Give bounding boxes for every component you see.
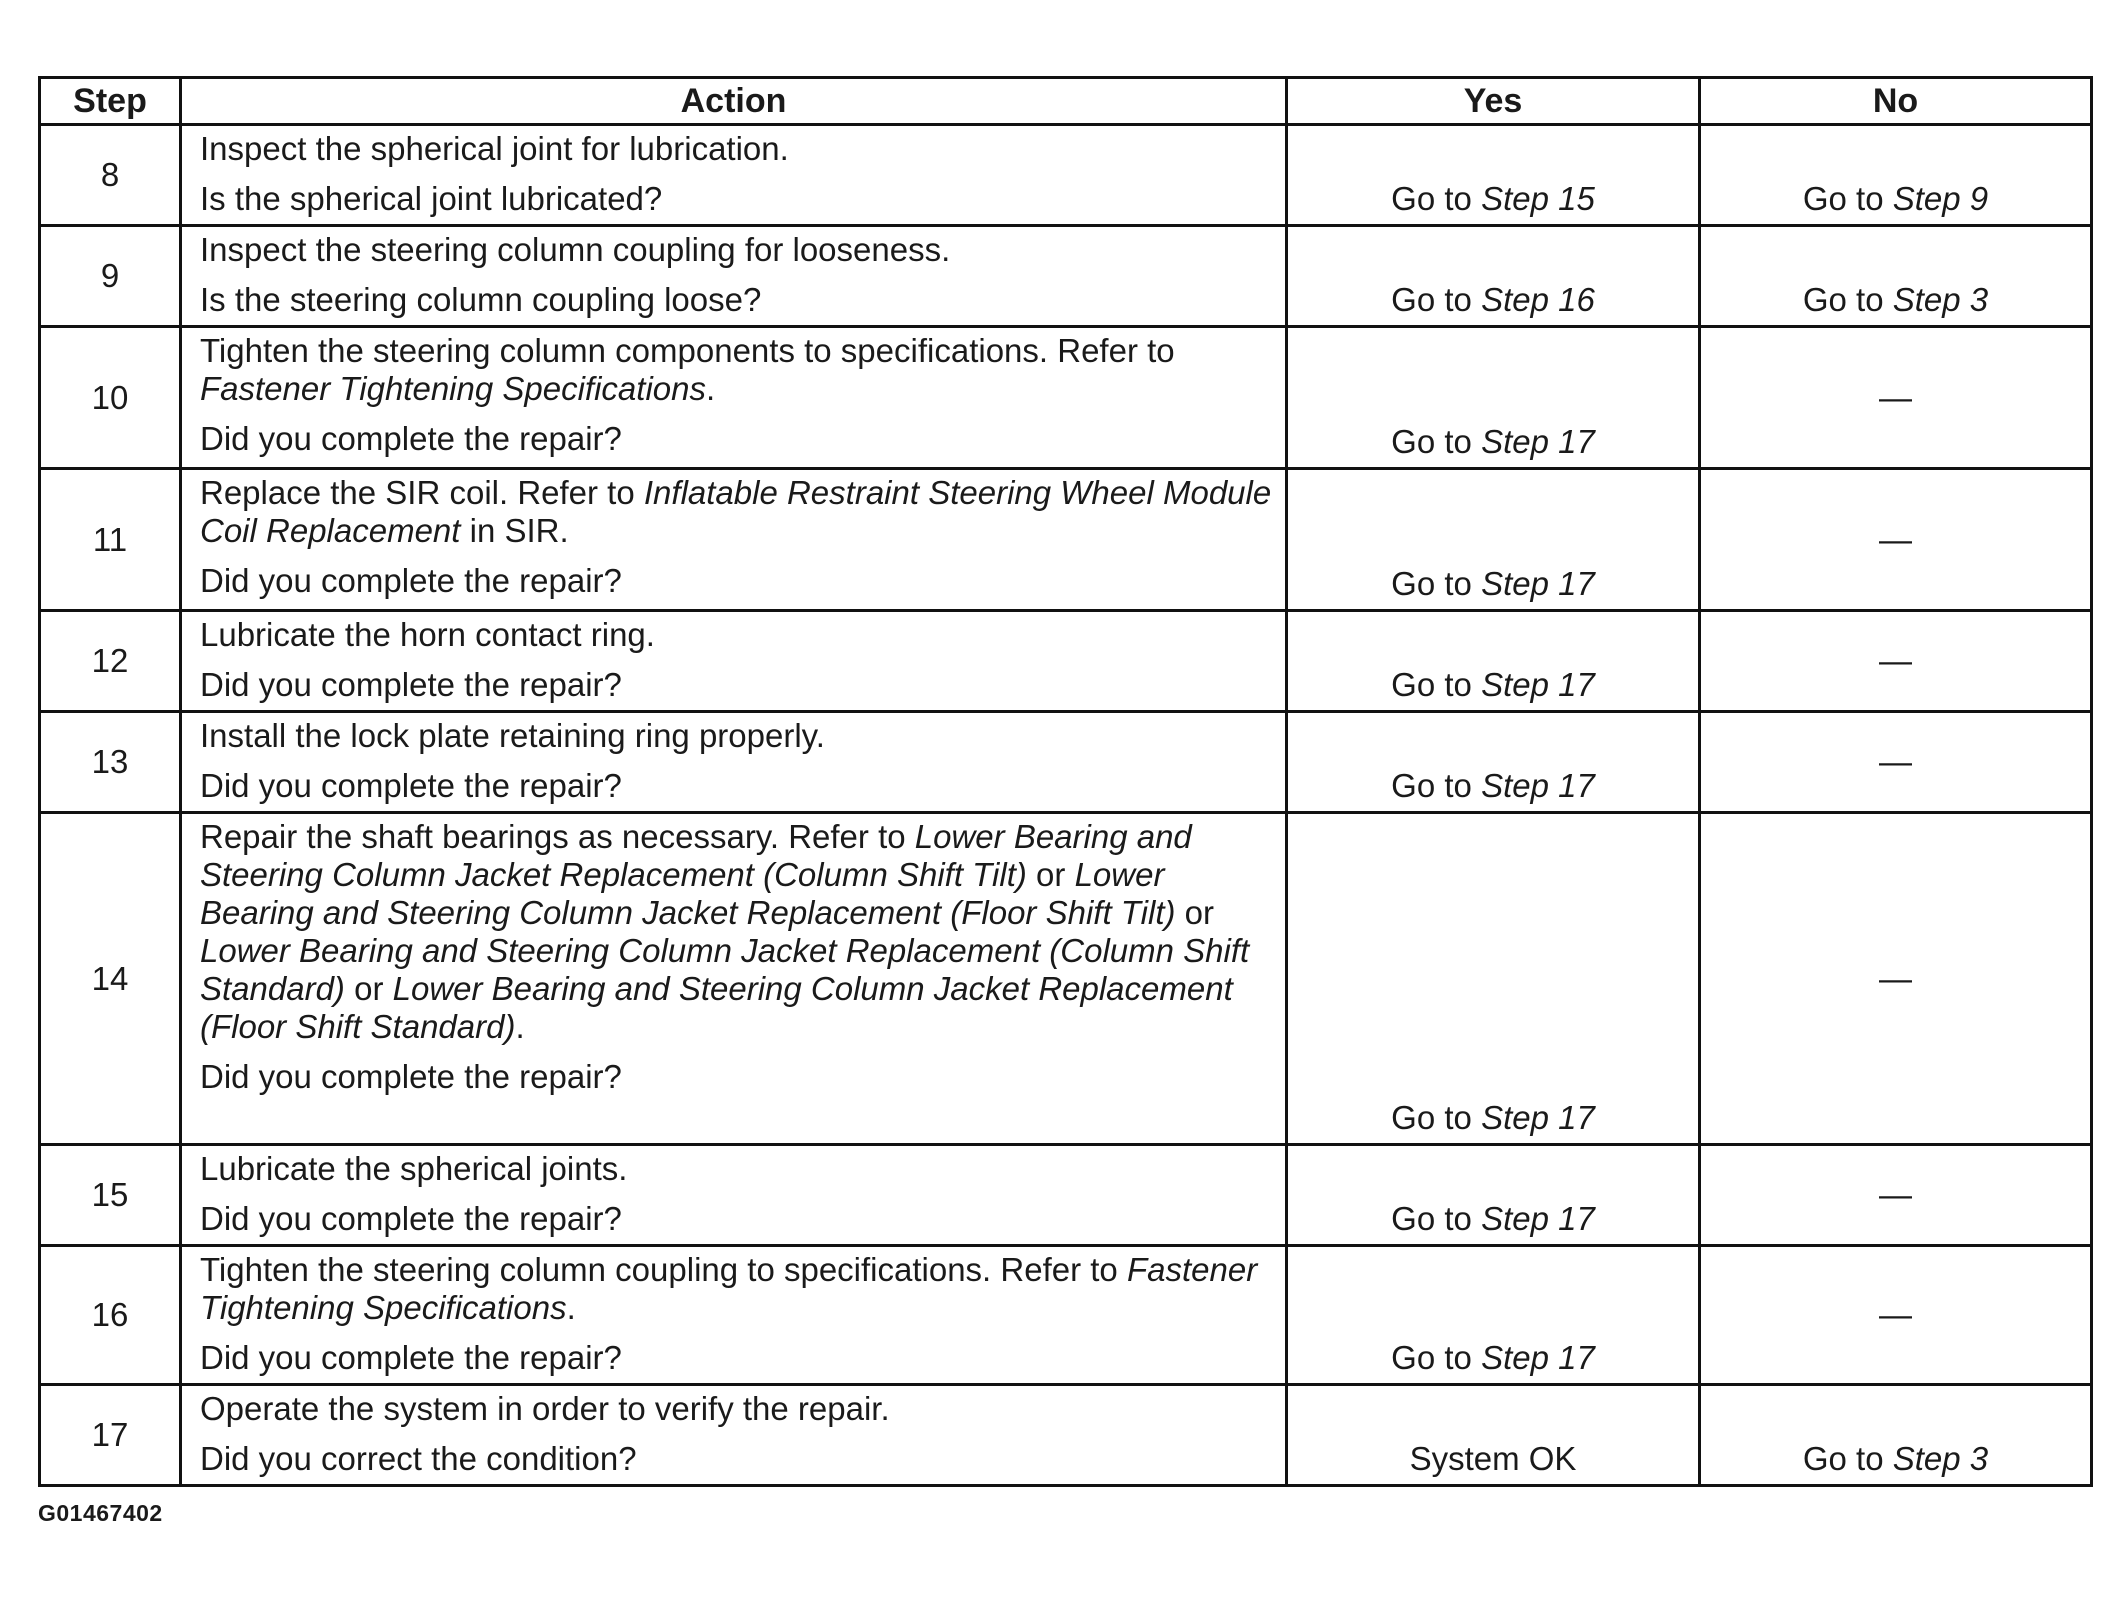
yes-result <box>1287 125 1700 226</box>
goto-prefix: Go to <box>1802 1440 1893 1477</box>
action-segment: Lubricate the spherical joints. <box>200 1150 628 1187</box>
yes-result <box>1287 611 1700 712</box>
question-text: Did you complete the repair? <box>200 562 622 599</box>
action-segment: Install the lock plate retaining ring properly. <box>200 717 825 754</box>
step-number: 14 <box>40 813 181 1145</box>
not-applicable-dash: — <box>1879 1176 1912 1213</box>
yes-result <box>1287 1246 1700 1385</box>
goto-step-link: Step 17 <box>1481 767 1595 804</box>
procedure-reference: Lower Bearing and Steering Column Jacket Replacement (Column Shift Tilt) <box>200 818 1192 893</box>
action-segment: Tighten the steering column coupling to specifications. Refer to <box>200 1251 1127 1288</box>
action-segment: in SIR. <box>460 512 569 549</box>
table-row <box>40 327 2092 469</box>
no-result <box>1700 611 2092 712</box>
goto-step-link: Step 3 <box>1892 281 1989 318</box>
table-row <box>40 1385 2092 1486</box>
no-result <box>1700 1145 2092 1246</box>
question-text: Is the spherical joint lubricated? <box>200 180 663 217</box>
action-text <box>200 332 1273 408</box>
table-row <box>40 712 2092 813</box>
question-text: Did you complete the repair? <box>200 420 622 457</box>
action-cell <box>181 469 1287 611</box>
step-number: 11 <box>40 469 181 611</box>
action-cell <box>181 712 1287 813</box>
no-result <box>1700 712 2092 813</box>
action-segment: Operate the system in order to verify the repair. <box>200 1390 890 1427</box>
action-text <box>200 231 1273 269</box>
action-text <box>200 474 1273 550</box>
table-row <box>40 813 2092 1145</box>
question-text: Did you complete the repair? <box>200 1058 622 1095</box>
action-cell <box>181 1246 1287 1385</box>
question-text: Did you complete the repair? <box>200 1200 622 1237</box>
table-row <box>40 469 2092 611</box>
goto-step-link: Step 3 <box>1892 1440 1989 1477</box>
not-applicable-dash: — <box>1879 642 1912 679</box>
action-segment: Tighten the steering column components to specifications. Refer to <box>200 332 1175 369</box>
action-text <box>200 1251 1273 1327</box>
yes-result <box>1287 327 1700 469</box>
goto-prefix: Go to <box>1391 281 1482 318</box>
action-text <box>200 1150 1273 1188</box>
no-result <box>1700 1385 2092 1486</box>
question-text: Did you complete the repair? <box>200 1339 622 1376</box>
not-applicable-dash: — <box>1879 378 1912 416</box>
goto-step-link: Step 17 <box>1481 1339 1595 1376</box>
table-body <box>40 125 2092 1486</box>
table-row <box>40 125 2092 226</box>
step-number: 12 <box>40 611 181 712</box>
question-text: Did you correct the condition? <box>200 1440 637 1477</box>
goto-prefix: Go to <box>1391 565 1482 602</box>
action-segment: . <box>706 370 716 407</box>
procedure-reference: Lower Bearing and Steering Column Jacket Replacement (Floor Shift Tilt) <box>200 856 1176 931</box>
no-result <box>1700 813 2092 1145</box>
action-segment: . <box>566 1289 576 1326</box>
action-segment: or <box>1026 856 1075 893</box>
action-segment: or <box>344 970 393 1007</box>
goto-prefix: Go to <box>1391 1339 1482 1376</box>
step-number: 9 <box>40 226 181 327</box>
yes-result <box>1287 813 1700 1145</box>
goto-step-link: Step 15 <box>1481 180 1595 217</box>
goto-prefix: Go to <box>1391 180 1482 217</box>
goto-prefix: Go to <box>1391 767 1482 804</box>
step-number: 17 <box>40 1385 181 1486</box>
table-row <box>40 611 2092 712</box>
goto-step-link: Step 9 <box>1892 180 1989 217</box>
not-applicable-dash: — <box>1879 520 1912 558</box>
action-cell <box>181 226 1287 327</box>
yes-result <box>1287 1385 1700 1486</box>
goto-step-link: Step 17 <box>1481 1099 1595 1136</box>
no-result <box>1700 226 2092 327</box>
action-segment: Inspect the steering column coupling for looseness. <box>200 231 951 268</box>
action-cell <box>181 813 1287 1145</box>
goto-step-link: Step 17 <box>1481 1200 1595 1237</box>
step-number: 16 <box>40 1246 181 1385</box>
procedure-reference: Lower Bearing and Steering Column Jacket Replacement (Floor Shift Standard) <box>200 970 1233 1045</box>
goto-prefix: Go to <box>1391 666 1482 703</box>
no-result <box>1700 125 2092 226</box>
procedure-reference: Lower Bearing and Steering Column Jacket Replacement (Column Shift Standard) <box>200 932 1250 1007</box>
diagnostic-table <box>38 76 2093 1487</box>
step-number: 8 <box>40 125 181 226</box>
action-cell <box>181 1145 1287 1246</box>
action-cell <box>181 327 1287 469</box>
header-action: Action <box>181 78 1287 125</box>
action-text <box>200 717 1273 755</box>
action-segment: . <box>515 1008 525 1045</box>
table-row <box>40 1145 2092 1246</box>
yes-result <box>1287 226 1700 327</box>
result-text: System OK <box>1409 1440 1577 1477</box>
question-text: Is the steering column coupling loose? <box>200 281 762 318</box>
step-number: 13 <box>40 712 181 813</box>
goto-prefix: Go to <box>1802 281 1893 318</box>
goto-prefix: Go to <box>1391 1099 1482 1136</box>
yes-result <box>1287 712 1700 813</box>
action-cell <box>181 611 1287 712</box>
action-segment: or <box>1175 894 1214 931</box>
header-row <box>40 78 2092 125</box>
header-yes: Yes <box>1287 78 1700 125</box>
action-segment: Repair the shaft bearings as necessary. Refer to <box>200 818 915 855</box>
step-number: 15 <box>40 1145 181 1246</box>
yes-result <box>1287 469 1700 611</box>
figure-id: G01467402 <box>38 1500 163 1526</box>
goto-step-link: Step 17 <box>1481 565 1595 602</box>
action-segment: Replace the SIR coil. Refer to <box>200 474 644 511</box>
step-number: 10 <box>40 327 181 469</box>
action-text <box>200 818 1273 1046</box>
action-cell <box>181 1385 1287 1486</box>
action-segment: Inspect the spherical joint for lubrication. <box>200 130 789 167</box>
not-applicable-dash: — <box>1879 959 1912 997</box>
yes-result <box>1287 1145 1700 1246</box>
goto-step-link: Step 17 <box>1481 423 1595 460</box>
goto-step-link: Step 17 <box>1481 666 1595 703</box>
goto-prefix: Go to <box>1391 1200 1482 1237</box>
no-result <box>1700 1246 2092 1385</box>
question-text: Did you complete the repair? <box>200 767 622 804</box>
table-row <box>40 226 2092 327</box>
no-result <box>1700 327 2092 469</box>
goto-prefix: Go to <box>1802 180 1893 217</box>
goto-prefix: Go to <box>1391 423 1482 460</box>
action-text <box>200 130 1273 168</box>
header-no: No <box>1700 78 2092 125</box>
no-result <box>1700 469 2092 611</box>
procedure-reference: Fastener Tightening Specifications <box>200 370 706 407</box>
procedure-reference: Inflatable Restraint Steering Wheel Module Coil Replacement <box>200 474 1272 549</box>
not-applicable-dash: — <box>1879 743 1912 780</box>
action-text <box>200 616 1273 654</box>
procedure-reference: Fastener Tightening Specifications <box>200 1251 1258 1326</box>
header-step: Step <box>40 78 181 125</box>
question-text: Did you complete the repair? <box>200 666 622 703</box>
table-row <box>40 1246 2092 1385</box>
action-text <box>200 1390 1273 1428</box>
goto-step-link: Step 16 <box>1481 281 1595 318</box>
not-applicable-dash: — <box>1879 1296 1912 1333</box>
action-segment: Lubricate the horn contact ring. <box>200 616 655 653</box>
action-cell <box>181 125 1287 226</box>
